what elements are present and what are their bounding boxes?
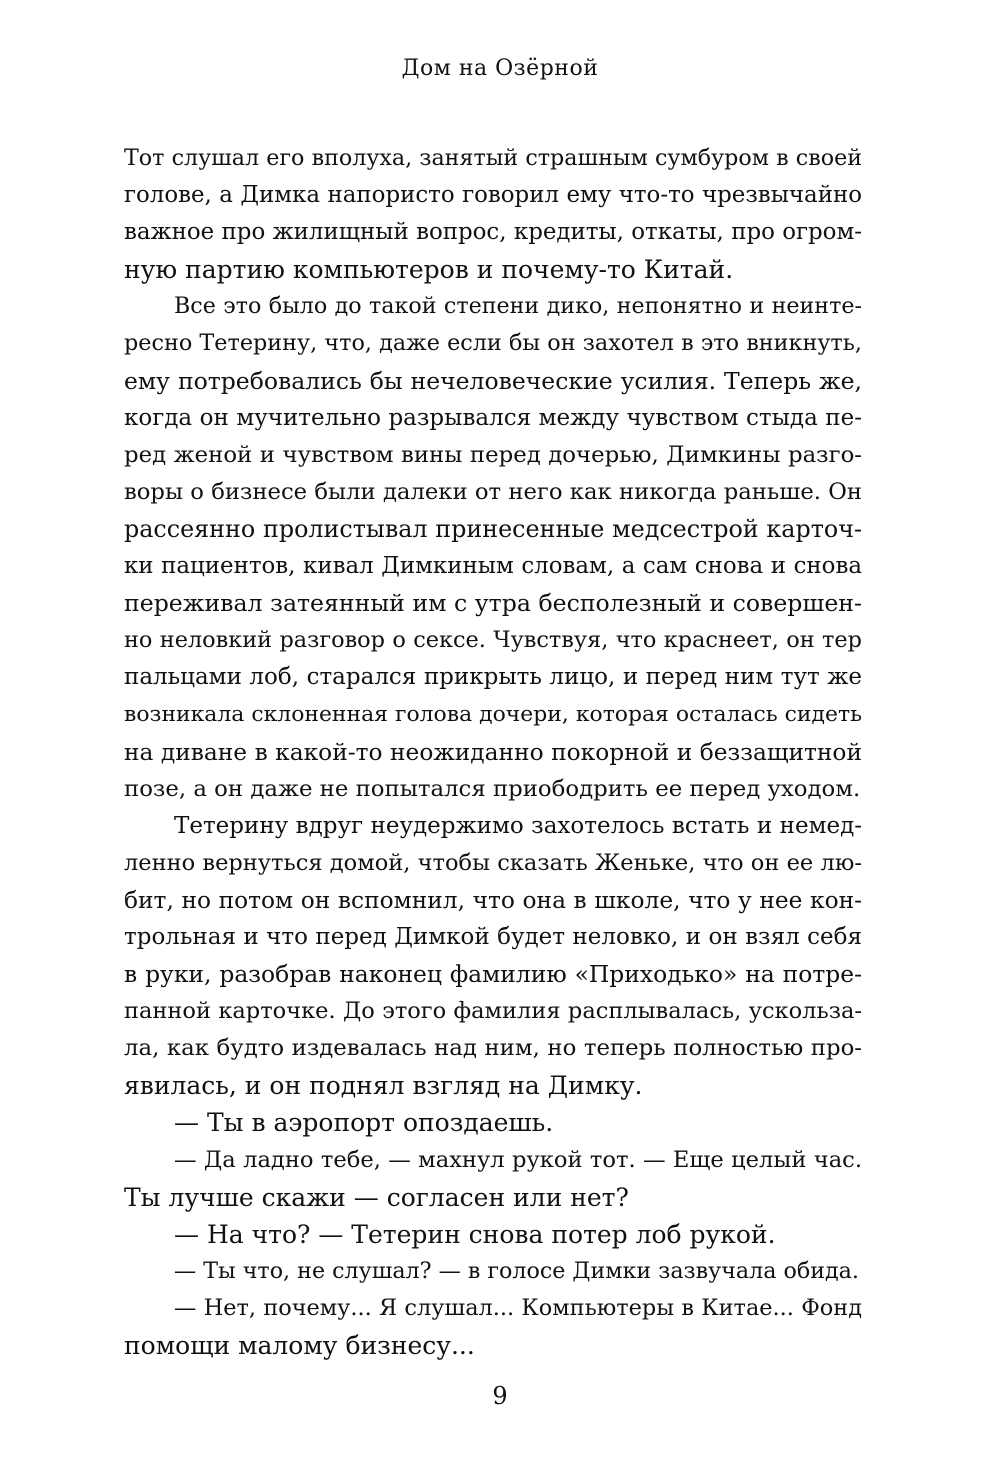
text-line: пальцами лоб, старался прикрыть лицо, и перед ним тут же [124,664,862,691]
text-line: бит, но потом он вспомнил, что она в школе, что у нее кон- [124,886,862,914]
text-line: когда он мучительно разрывался между чувством стыда пе- [124,404,862,431]
text-line: Все это было до такой степени дико, непонятно и неинте- [174,293,862,320]
text-line: но неловкий разговор о сексе. Чувствуя, что краснеет, он тер [124,627,862,654]
text-line: Тетерину вдруг неудержимо захотелось встать и немед- [174,812,862,839]
running-header: Дом на Озёрной [401,56,599,81]
text-line: воры о бизнесе были далеки от него как никогда раньше. Он [124,478,862,505]
page-number: 9 [492,1382,508,1410]
text-line: ки пациентов, кивал Димкиным словам, а сам снова и снова [124,553,862,580]
text-line: ную партию компьютеров и почему-то Китай. [124,255,734,285]
text-line: Ты лучше скажи — согласен или нет? [124,1182,629,1212]
body-text [124,140,862,1364]
text-line: ему потребовались бы нечеловеческие усилия. Теперь же, [124,366,862,395]
text-line: ресно Тетерину, что, даже если бы он захотел в это вникнуть, [124,330,862,357]
text-line: голове, а Димка напористо говорил ему что-то чрезвычайно [124,182,862,209]
text-line: позе, а он даже не попытался приободрить ее перед уходом. [124,775,861,802]
text-line: Тот слушал его вполуха, занятый страшным сумбуром в своей [124,145,862,171]
text-line: явилась, и он поднял взгляд на Димку. [124,1071,643,1101]
text-line: на диване в какой-то неожиданно покорной и беззащитной [124,738,862,766]
text-line: панной карточке. До этого фамилия расплывалась, ускольза- [124,998,862,1025]
text-line: — Да ладно тебе, — махнул рукой тот. — Еще целый час. [174,1146,862,1173]
text-line: важное про жилищный вопрос, кредиты, откаты, про огром- [124,219,862,246]
text-line: — Ты что, не слушал? — в голосе Димки зазвучала обида. [174,1257,859,1284]
text-line: трольная и что перед Димкой будет неловко, и он взял себя [124,923,862,950]
text-line: рассеянно пролистывал принесенные медсестрой карточ- [124,514,862,543]
text-line: ла, как будто издевалась над ним, но теперь полностью про- [124,1035,862,1062]
text-line: помощи малому бизнесу... [124,1331,475,1360]
text-line: в руки, разобрав наконец фамилию «Приходько» на потре- [124,960,862,989]
text-line: — Нет, почему... Я слушал... Компьютеры в Китае... Фонд [174,1294,862,1321]
text-line: — Ты в аэропорт опоздаешь. [174,1108,554,1138]
text-line: — На что? — Тетерин снова потер лоб рукой. [174,1219,776,1249]
text-line: переживал затеянный им с утра бесполезный и совершен- [124,589,862,618]
text-line: возникала склоненная голова дочери, которая осталась сидеть [124,702,862,728]
text-line: ленно вернуться домой, чтобы сказать Женьке, что он ее лю- [124,849,862,876]
text-line: ред женой и чувством вины перед дочерью, Димкины разго- [124,441,862,468]
